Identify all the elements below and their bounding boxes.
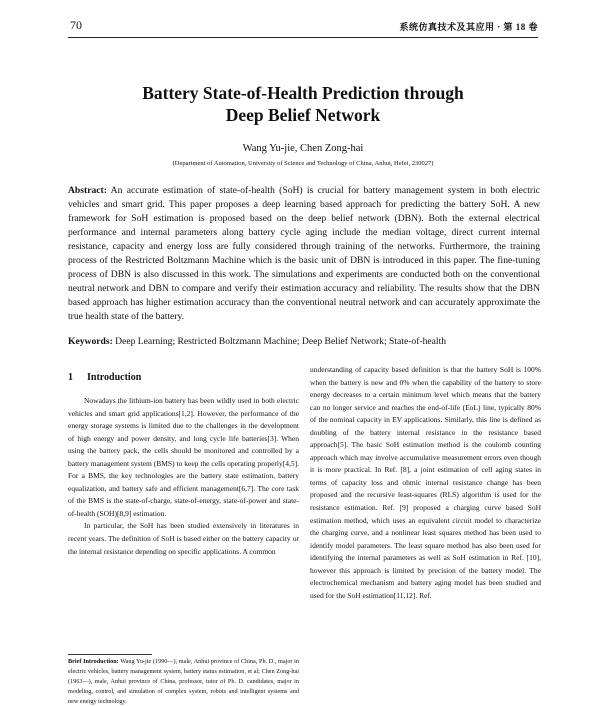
title-line-2: Deep Belief Network xyxy=(225,105,381,125)
paper-title xyxy=(68,82,538,126)
left-column xyxy=(68,371,299,558)
section-number: 1 xyxy=(68,372,73,383)
keywords xyxy=(68,335,540,349)
header-rule xyxy=(68,37,538,38)
keywords-text: Deep Learning; Restricted Boltzmann Machine; Deep Belief Network; State-of-health xyxy=(115,336,447,347)
abstract-label: Abstract: xyxy=(68,185,107,196)
section-title: Introduction xyxy=(87,372,142,383)
affiliation: (Department of Automation, University of Science and Technology of China, Anhui, Hefei, 230027) xyxy=(172,160,434,167)
intro-paragraph-2: In particular, the SoH has been studied extensively in literatures in recent years. The definition of SoH is based either on the battery capacity or the internal resistance depending on specific applications. A common xyxy=(68,521,299,556)
authors: Wang Yu-jie, Chen Zong-hai xyxy=(242,143,364,154)
keywords-label: Keywords: xyxy=(68,336,113,347)
intro-paragraph-1: Nowadays the lithium-ion battery has been wildly used in both electric vehicles and smart grid applications[1,2]. However, the performance of the energy storage systems is limited due to the challenges in the development of high energy and power density, and long cycle life batteries[3]. When using the battery pack, the cells should be monitored and controlled by a battery management system (BMS) to keep the cells operating properly[4,5]. For a BMS, the key technologies are the battery state estimation, battery equalization, and battery safe and efficient management[6,7]. The core task of the BMS is the state-of-charge, state-of-energy, state-of-power and state-of-health (SOH)[8,9] estimation. xyxy=(68,396,299,518)
page-number: 70 xyxy=(70,18,82,32)
footnote-rule xyxy=(68,654,152,655)
abstract xyxy=(68,184,540,324)
footnote xyxy=(68,657,299,707)
right-column xyxy=(310,364,541,602)
abstract-text: An accurate estimation of state-of-health (SoH) is crucial for battery management system in both electric vehicles and smart grid. This paper proposes a deep learning based approach for predicting the battery SoH. A new framework for SoH estimation is proposed based on the deep belief network (DBN). Both the external electrical performance and internal parameters along battery cycle aging include the median voltage, direct current internal resistance, capacity and energy loss are fully considered through training of the networks. Furthermore, the training process of the Restricted Boltzmann Machine which is the basic unit of DBN is introduced in this paper. The fine-tuning process of DBN is also discussed in this work. The simulations and experiments are conducted both on the conventional neutral network and DBN to compare and verify their estimation accuracy and reliability. The results show that the DBN based approach has higher estimation accuracy than the conventional neutral network and can accurately approximate the true health state of the battery. xyxy=(68,185,540,322)
footnote-label: Brief Introduction: xyxy=(68,658,119,665)
journal-header: 系统仿真技术及其应用 · 第 18 卷 xyxy=(399,22,538,32)
footnote-text: Wang Yu-jie (1990—), male, Anhui province of China, Ph. D., major in electric vehicles, battery management system, battery status estimation, et al; Chen Zong-hai (1963—), male, Anhui province of China, professor, tutor of Ph. D. candidates, major in modeling, control, and simulation of complex system, robots and intelligent systems and new energy technology. xyxy=(68,658,299,705)
title-line-1: Battery State-of-Health Prediction through xyxy=(142,83,464,103)
section-heading xyxy=(68,371,299,385)
intro-paragraph-continued: understanding of capacity based definition is that the battery SoH is 100% when the battery is new and 0% when the capability of the battery to store energy decreases to a certain minimum level which means that the battery can no longer service and reaches the end-of-life (EoL) line, typically 80% of the nominal capacity in EV applications. Similarly, this line is defined as doubling of the battery internal resistance in the resistance based approach[5]. The basic SoH estimation method is the coulomb counting approach which may involve accumulative measurement errors even though it is more practical. In Ref. [8], a joint estimation of cell aging states in terms of capacity loss and ohmic internal resistance change has been proposed and the recursive least-squares (RLS) algorithm is used for the resistance estimation. Ref. [9] proposed a charging curve based SoH estimation method, which uses an equivalent circuit model to characterize the charging curve, and a nonlinear least squares method has been used to identify model parameters. The least square method has also been used for identifying the internal parameters as well as SoH estimation in Ref. [10], however this approach is limited by precision of the battery model. The electrochemical mechanism and battery aging model has been studied and used for the SoH estimation[11,12]. Ref. xyxy=(310,365,541,600)
